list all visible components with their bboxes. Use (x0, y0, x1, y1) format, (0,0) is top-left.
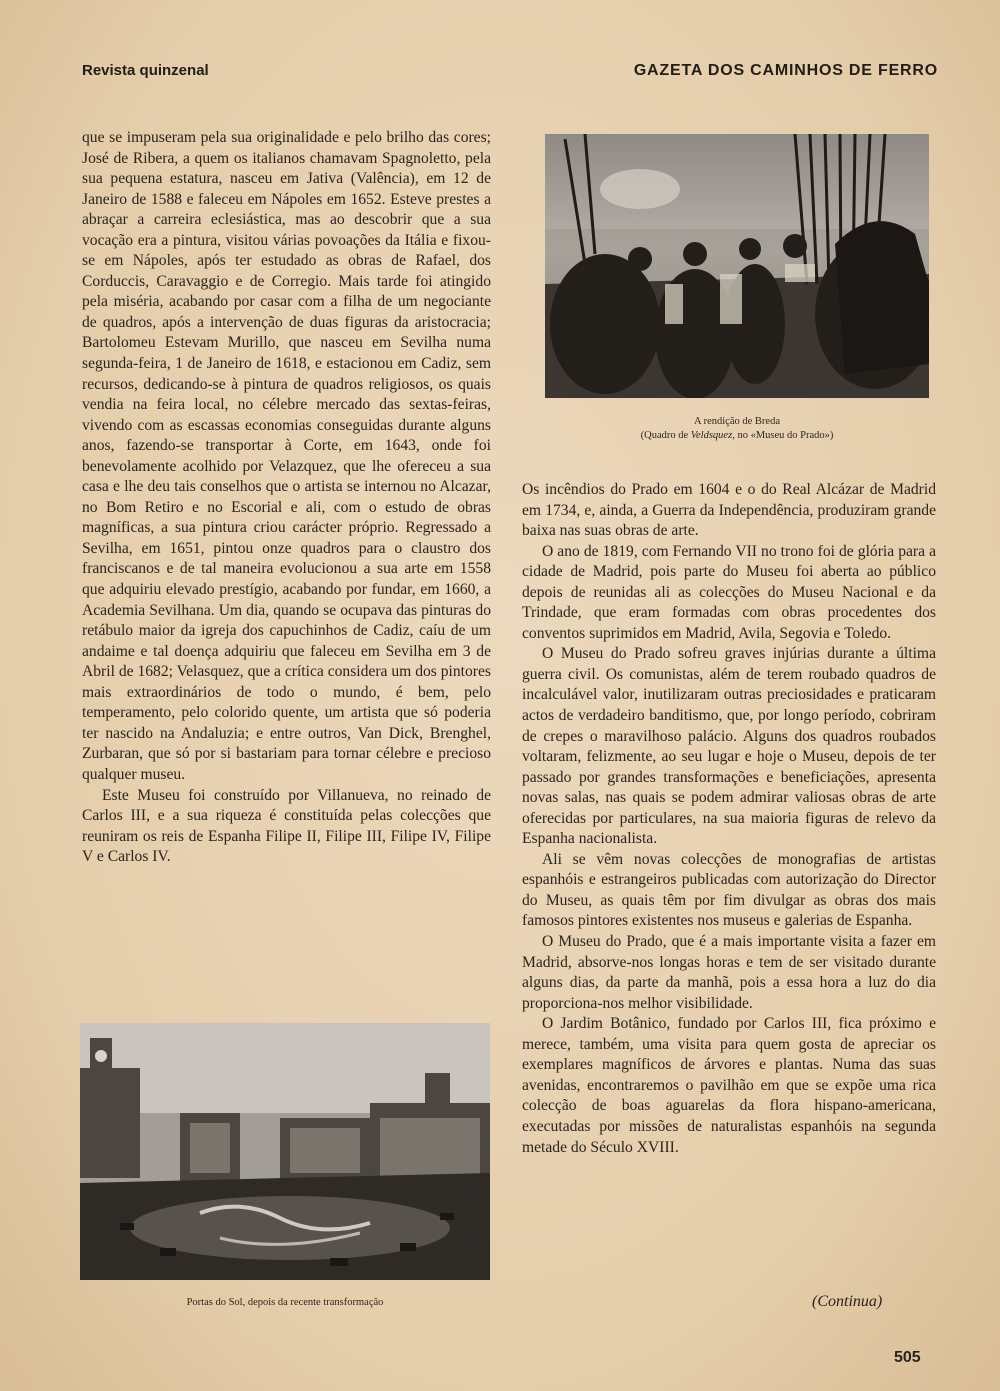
caption-artist: Veldsquez (690, 430, 733, 441)
paragraph: Este Museu foi construído por Villanueva, no reinado de Carlos III, e a sua riqueza é constituída pelas colecções que reuniram os reis de Espanha Filipe II, Filipe III, Filipe IV, Filipe V e Carlos IV. (82, 786, 491, 866)
figure-caption-sol: Portas do Sol, depois da recente transformação (186, 1297, 384, 1308)
caption-title: A rendição de Breda (693, 416, 780, 427)
photo-illustration (80, 1023, 490, 1280)
page-number: 505 (894, 1349, 921, 1366)
paragraph: Os incêndios do Prado em 1604 e o do Real Alcázar de Madrid em 1734, e, ainda, a Guerra da Independência, produziram grande baixa nas suas obras de arte. (522, 481, 936, 540)
paragraph: O Jardim Botânico, fundado por Carlos III, fica próximo e merece, também, uma visita para quem gosta de apreciar os exemplares magníficos de árvores e plantas. Numa das suas avenidas, encontraremos o pavilhão em que se expõe uma rica colecção de boas aguarelas da flora hispano-americana, executadas por missões de naturalistas espanhóis na segunda metade do Século XVIII. (522, 1015, 936, 1156)
paragraph: O ano de 1819, com Fernando VII no trono foi de glória para a cidade de Madrid, pois parte do Museu foi aberta ao público depois de reunidas ali as colecções do Museu Nacional e da Trindade, que eram formadas com obras procedentes dos conventos suprimidos em Madrid, Avila, Segovia e Toledo. (522, 542, 936, 642)
caption-credit (545, 429, 929, 443)
right-column (522, 480, 936, 1158)
painting-illustration (545, 134, 929, 398)
caption-credit-prefix: (Quadro de (640, 430, 691, 441)
figure-caption-breda (545, 415, 929, 443)
figure-portas-do-sol (80, 1023, 490, 1280)
paragraph: que se impuseram pela sua originalidade e pelo brilho das cores; José de Ribera, a quem os italianos chamavam Spagnoletto, pela sua pequena estatura, nasceu em Jativa (Valência), em 12 de Janeiro de 1588 e faleceu em Nápoles em 1652. Esteve prestes a abraçar a carreira eclesiástica, mas ao descobrir que a sua vocação era a pintura, visitou várias povoações da Itália e fixou-se em Nápoles, após ter estudado as obras de Rafael, dos Corduccis, Caravaggio e de Corregio. Mais tarde foi atingido pela miséria, acabando por casar com a filha de um negociante de quadros, após a intervenção de duas figuras da aristocracia; Bartolomeu Estevam Murillo, que nasceu em Sevilha numa segunda-feira, 1 de Janeiro de 1618, e estacionou em Cadiz, sem recursos, dedicando-se à pintura de quadros religiosos, os quais vendia na feira local, no célebre mercado das sextas-feiras, vivendo com as escassas economias conseguidas durante alguns anos, fazendo-se transportar à Corte, em 1643, onde foi benevolamente acolhido por Velazquez, que lhe ofereceu a sua casa e lhe deu tais conselhos que o artista se internou no Alcazar, no Bom Retiro e no Escorial e ali, com o estudo de obras magníficas, a sua pintura criou carácter próprio. Regressado a Sevilha, em 1651, pintou onze quadros para o claustro dos franciscanos e de tal maneira evolucionou a sua arte em 1558 que adquiriu elevado prestígio, acabando por fundar, em 1660, a Academia Sevilhana. Um dia, quando se ocupava das pinturas do retábulo maior da igreja dos capuchinhos de Cadiz, caíu de um andaime e tal doença adquiriu que faleceu em Sevilha em 3 de Abril de 1682; Velasquez, que a crítica considera um dos pintores mais extraordinários de todo o mundo, é bem, pelo temperamento, pelo colorido quente, um artista que só poderia ter nascido na Andaluzia; e entre outros, Van Dick, Brenghel, Zurbaran, que só por si bastariam para tornar célebre e precioso qualquer museu. (82, 129, 491, 783)
caption-credit-suffix: , no «Museu do Prado») (732, 430, 834, 441)
left-column (82, 128, 491, 868)
header-magazine-title: GAZETA DOS CAMINHOS DE FERRO (633, 62, 938, 79)
paragraph: O Museu do Prado sofreu graves injúrias durante a última guerra civil. Os comunistas, além de terem roubado quadros de incalculável valor, inutilizaram outras preciosidades e praticaram actos de verdadeiro banditismo, que, por longo período, cobriram de crepes o maravilhoso palácio. Alguns dos quadros roubados voltaram, felizmente, ao seu lugar e hoje o Museu, depois de ter passado por grandes transformações e beneficiações, apresenta novas salas, nas quais se podem admirar valiosas obras de arte oferecidas por particulares, na sua maioria figuras de relevo da Espanha nacionalista. (522, 645, 936, 848)
paragraph: O Museu do Prado, que é a mais importante visita a fazer em Madrid, absorve-nos longas horas e tem de ser visitado durante alguns dias, da parte da manhã, pois a essa hora a luz do dia proporciona-nos melhor visibilidade. (522, 933, 936, 1012)
running-header (82, 62, 938, 84)
continua-note: (Continua) (812, 1293, 883, 1310)
paragraph: Ali se vêm novas colecções de monografias de artistas espanhóis e estrangeiros publicadas com autorização do Director do Museu, as quais têm por fim divulgar as obras dos mais famosos pintores existentes nos museus e galerias de Espanha. (522, 850, 936, 930)
header-publication: Revista quinzenal (82, 62, 209, 79)
figure-rendicao-de-breda (545, 134, 929, 398)
